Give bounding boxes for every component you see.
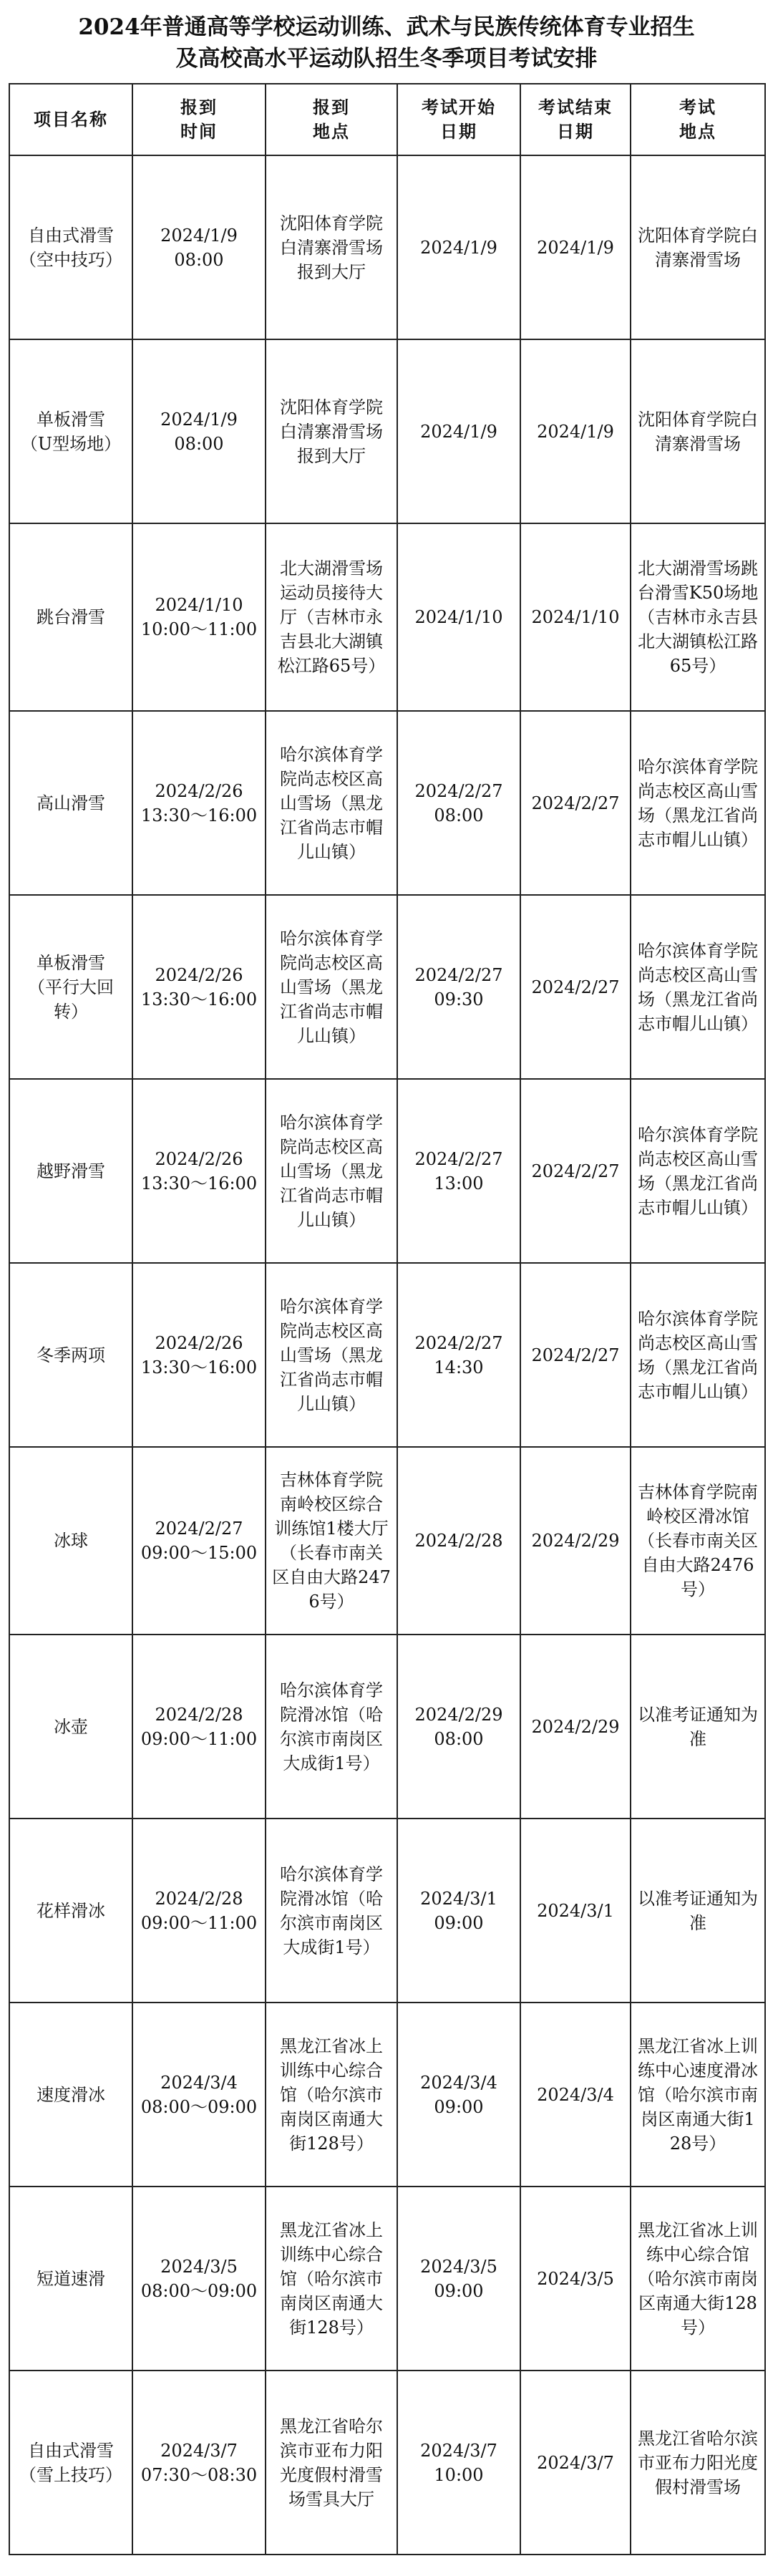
cell-exam-start: 2024/2/28 <box>397 1447 520 1635</box>
cell-checkin-place: 黑龙江省冰上训练中心综合馆（哈尔滨市南岗区南通大街128号） <box>266 2187 397 2371</box>
table-row <box>9 1079 765 1263</box>
cell-exam-venue: 以准考证通知为准 <box>631 1819 765 2003</box>
cell-exam-end: 2024/3/7 <box>520 2371 631 2555</box>
cell-checkin-place: 哈尔滨体育学院滑冰馆（哈尔滨市南岗区大成街1号） <box>266 1819 397 2003</box>
cell-event-name: 单板滑雪 （平行大回转） <box>9 895 132 1079</box>
cell-exam-start: 2024/3/7 10:00 <box>397 2371 520 2555</box>
table-row <box>9 2187 765 2371</box>
cell-exam-end: 2024/2/27 <box>520 711 631 895</box>
cell-exam-venue: 哈尔滨体育学院尚志校区高山雪场（黑龙江省尚志市帽儿山镇） <box>631 895 765 1079</box>
cell-exam-venue: 黑龙江省冰上训练中心综合馆（哈尔滨市南岗区南通大街128号） <box>631 2187 765 2371</box>
table-row <box>9 2371 765 2555</box>
cell-exam-end: 2024/3/4 <box>520 2003 631 2187</box>
cell-exam-venue: 哈尔滨体育学院尚志校区高山雪场（黑龙江省尚志市帽儿山镇） <box>631 1079 765 1263</box>
cell-exam-end: 2024/2/29 <box>520 1447 631 1635</box>
table-row <box>9 1819 765 2003</box>
cell-exam-start: 2024/3/1 09:00 <box>397 1819 520 2003</box>
table-header-row <box>9 84 765 155</box>
header-exam-start: 考试开始 日期 <box>397 84 520 155</box>
cell-checkin-time: 2024/2/28 09:00～11:00 <box>132 1635 266 1819</box>
cell-event-name: 冬季两项 <box>9 1263 132 1447</box>
cell-exam-start: 2024/2/29 08:00 <box>397 1635 520 1819</box>
cell-exam-end: 2024/2/27 <box>520 1079 631 1263</box>
cell-checkin-time: 2024/2/27 09:00～15:00 <box>132 1447 266 1635</box>
cell-event-name: 高山滑雪 <box>9 711 132 895</box>
cell-event-name: 短道速滑 <box>9 2187 132 2371</box>
table-row <box>9 1635 765 1819</box>
exam-schedule-table <box>9 83 766 2555</box>
cell-exam-start: 2024/1/9 <box>397 339 520 523</box>
cell-checkin-place: 沈阳体育学院白清寨滑雪场报到大厅 <box>266 155 397 339</box>
table-row <box>9 2003 765 2187</box>
table-row <box>9 1263 765 1447</box>
cell-event-name: 越野滑雪 <box>9 1079 132 1263</box>
cell-checkin-place: 吉林体育学院南岭校区综合训练馆1楼大厅（长春市南关区自由大路2476号） <box>266 1447 397 1635</box>
cell-exam-end: 2024/1/10 <box>520 523 631 711</box>
cell-checkin-place: 哈尔滨体育学院尚志校区高山雪场（黑龙江省尚志市帽儿山镇） <box>266 1263 397 1447</box>
table-row <box>9 155 765 339</box>
cell-exam-end: 2024/3/5 <box>520 2187 631 2371</box>
cell-event-name: 花样滑冰 <box>9 1819 132 2003</box>
header-checkin-time: 报到 时间 <box>132 84 266 155</box>
cell-checkin-time: 2024/1/9 08:00 <box>132 155 266 339</box>
cell-event-name: 跳台滑雪 <box>9 523 132 711</box>
cell-checkin-time: 2024/2/28 09:00～11:00 <box>132 1819 266 2003</box>
cell-exam-venue: 北大湖滑雪场跳台滑雪K50场地（吉林市永吉县北大湖镇松江路65号） <box>631 523 765 711</box>
cell-checkin-place: 哈尔滨体育学院尚志校区高山雪场（黑龙江省尚志市帽儿山镇） <box>266 1079 397 1263</box>
cell-exam-venue: 黑龙江省哈尔滨市亚布力阳光度假村滑雪场 <box>631 2371 765 2555</box>
cell-exam-start: 2024/1/9 <box>397 155 520 339</box>
cell-exam-start: 2024/2/27 08:00 <box>397 711 520 895</box>
cell-checkin-place: 哈尔滨体育学院尚志校区高山雪场（黑龙江省尚志市帽儿山镇） <box>266 895 397 1079</box>
cell-exam-venue: 沈阳体育学院白清寨滑雪场 <box>631 339 765 523</box>
cell-exam-end: 2024/2/29 <box>520 1635 631 1819</box>
cell-exam-start: 2024/3/5 09:00 <box>397 2187 520 2371</box>
table-row <box>9 1447 765 1635</box>
cell-exam-end: 2024/1/9 <box>520 155 631 339</box>
cell-event-name: 速度滑冰 <box>9 2003 132 2187</box>
cell-checkin-place: 沈阳体育学院白清寨滑雪场报到大厅 <box>266 339 397 523</box>
cell-exam-end: 2024/2/27 <box>520 895 631 1079</box>
cell-exam-end: 2024/2/27 <box>520 1263 631 1447</box>
cell-checkin-time: 2024/1/10 10:00～11:00 <box>132 523 266 711</box>
cell-exam-start: 2024/2/27 13:00 <box>397 1079 520 1263</box>
cell-exam-start: 2024/3/4 09:00 <box>397 2003 520 2187</box>
cell-exam-start: 2024/2/27 14:30 <box>397 1263 520 1447</box>
header-checkin-place: 报到 地点 <box>266 84 397 155</box>
header-exam-end: 考试结束 日期 <box>520 84 631 155</box>
cell-exam-start: 2024/1/10 <box>397 523 520 711</box>
cell-checkin-place: 黑龙江省冰上训练中心综合馆（哈尔滨市南岗区南通大街128号） <box>266 2003 397 2187</box>
cell-checkin-place: 北大湖滑雪场运动员接待大厅（吉林市永吉县北大湖镇松江路65号） <box>266 523 397 711</box>
table-row <box>9 895 765 1079</box>
cell-checkin-time: 2024/3/5 08:00～09:00 <box>132 2187 266 2371</box>
cell-exam-venue: 哈尔滨体育学院尚志校区高山雪场（黑龙江省尚志市帽儿山镇） <box>631 711 765 895</box>
cell-exam-venue: 哈尔滨体育学院尚志校区高山雪场（黑龙江省尚志市帽儿山镇） <box>631 1263 765 1447</box>
cell-exam-end: 2024/3/1 <box>520 1819 631 2003</box>
cell-exam-end: 2024/1/9 <box>520 339 631 523</box>
cell-event-name: 自由式滑雪 （空中技巧） <box>9 155 132 339</box>
cell-event-name: 冰球 <box>9 1447 132 1635</box>
title-line-2: 及高校高水平运动队招生冬季项目考试安排 <box>175 46 598 72</box>
cell-checkin-time: 2024/3/7 07:30～08:30 <box>132 2371 266 2555</box>
cell-event-name: 自由式滑雪 （雪上技巧） <box>9 2371 132 2555</box>
title-line-1: 2024年普通高等学校运动训练、武术与民族传统体育专业招生 <box>78 14 695 40</box>
cell-checkin-place: 哈尔滨体育学院尚志校区高山雪场（黑龙江省尚志市帽儿山镇） <box>266 711 397 895</box>
cell-checkin-time: 2024/2/26 13:30～16:00 <box>132 711 266 895</box>
cell-checkin-time: 2024/2/26 13:30～16:00 <box>132 1263 266 1447</box>
cell-checkin-time: 2024/1/9 08:00 <box>132 339 266 523</box>
cell-event-name: 单板滑雪 （U型场地） <box>9 339 132 523</box>
header-event-name: 项目名称 <box>9 84 132 155</box>
document-title <box>0 0 773 74</box>
cell-checkin-place: 哈尔滨体育学院滑冰馆（哈尔滨市南岗区大成街1号） <box>266 1635 397 1819</box>
table-row <box>9 711 765 895</box>
table-row <box>9 523 765 711</box>
cell-exam-venue: 吉林体育学院南岭校区滑冰馆（长春市南关区自由大路2476号） <box>631 1447 765 1635</box>
cell-checkin-time: 2024/3/4 08:00～09:00 <box>132 2003 266 2187</box>
cell-exam-venue: 以准考证通知为准 <box>631 1635 765 1819</box>
cell-event-name: 冰壶 <box>9 1635 132 1819</box>
cell-checkin-time: 2024/2/26 13:30～16:00 <box>132 895 266 1079</box>
cell-checkin-time: 2024/2/26 13:30～16:00 <box>132 1079 266 1263</box>
header-exam-venue: 考试 地点 <box>631 84 765 155</box>
cell-exam-venue: 黑龙江省冰上训练中心速度滑冰馆（哈尔滨市南岗区南通大街128号） <box>631 2003 765 2187</box>
cell-exam-venue: 沈阳体育学院白清寨滑雪场 <box>631 155 765 339</box>
cell-exam-start: 2024/2/27 09:30 <box>397 895 520 1079</box>
table-row <box>9 339 765 523</box>
cell-checkin-place: 黑龙江省哈尔滨市亚布力阳光度假村滑雪场雪具大厅 <box>266 2371 397 2555</box>
